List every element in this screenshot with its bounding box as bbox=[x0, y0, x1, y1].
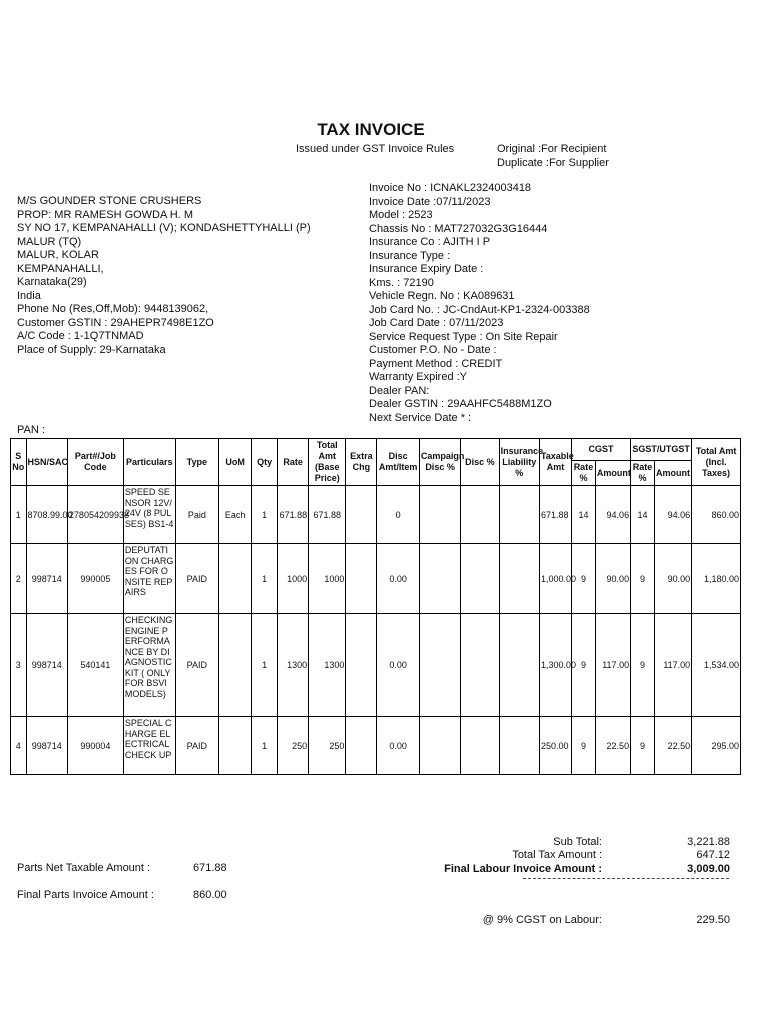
customer-line: PROP: MR RAMESH GOWDA H. M bbox=[17, 208, 194, 221]
cell-sno: 2 bbox=[11, 544, 27, 614]
total-tax-value: 647.12 bbox=[696, 849, 730, 861]
cell-taxable: 1,300.00 bbox=[539, 614, 571, 717]
cell-qty: 1 bbox=[252, 614, 278, 717]
cell-insurance bbox=[499, 544, 539, 614]
cell-rate: 1000 bbox=[278, 544, 309, 614]
total-tax-label: Total Tax Amount : bbox=[512, 849, 602, 861]
copy-line: Duplicate :For Supplier bbox=[497, 156, 609, 169]
col-header-campaign-disc: Campaign Disc % bbox=[419, 439, 460, 486]
col-header-disc-amt: Disc Amt/Item bbox=[377, 439, 419, 486]
cell-total: 1000 bbox=[309, 544, 346, 614]
final-labour-value: 3,009.00 bbox=[687, 863, 730, 875]
cell-sgst-rate: 9 bbox=[631, 614, 655, 717]
cell-cgst-rate: 9 bbox=[572, 614, 596, 717]
cell-sgst-amount: 90.00 bbox=[654, 544, 691, 614]
cell-hsn: 998714 bbox=[26, 614, 67, 717]
cell-taxable: 671.88 bbox=[539, 486, 571, 544]
cell-sgst-amount: 94.06 bbox=[654, 486, 691, 544]
pan-label: PAN : bbox=[17, 424, 45, 436]
meta-line: Payment Method : CREDIT bbox=[369, 357, 503, 370]
cell-cgst-amount: 90.00 bbox=[595, 544, 630, 614]
cell-insurance bbox=[499, 717, 539, 775]
col-header-cgst-rate: Rate % bbox=[572, 461, 596, 486]
col-header-particulars: Particulars bbox=[123, 439, 175, 486]
customer-line: SY NO 17, KEMPANAHALLI (V); KONDASHETTYHALLI (P) MALUR (TQ) bbox=[17, 222, 311, 248]
cell-particulars: CHECKING ENGINE PERFORMANCE BY DIAGNOSTIC KIT ( ONLY FOR BSVI MODELS) bbox=[123, 614, 175, 717]
customer-line: Karnataka(29) bbox=[17, 276, 87, 288]
table-row bbox=[11, 486, 741, 544]
cell-rate: 1300 bbox=[278, 614, 309, 717]
col-header-uom: UoM bbox=[219, 439, 252, 486]
col-header-cgst-amount: Amount bbox=[595, 461, 630, 486]
meta-line: Dealer GSTIN : 29AAHFC5488M1ZO bbox=[369, 398, 552, 410]
meta-line: Kms. : 72190 bbox=[369, 276, 434, 289]
customer-line: Phone No (Res,Off,Mob): 9448139062, bbox=[17, 303, 209, 315]
cell-campaign bbox=[419, 614, 460, 717]
cell-campaign bbox=[419, 486, 460, 544]
cell-part: 990004 bbox=[67, 717, 123, 775]
col-header-hsn: HSN/SAC bbox=[26, 439, 67, 486]
cell-disc: 0.00 bbox=[377, 544, 419, 614]
cell-sno: 3 bbox=[11, 614, 27, 717]
customer-line: A/C Code : 1-1Q7TNMAD bbox=[17, 330, 144, 342]
copy-designation bbox=[497, 143, 609, 170]
cell-sgst-rate: 14 bbox=[631, 486, 655, 544]
cell-extra bbox=[346, 614, 377, 717]
col-header-sgst-amount: Amount bbox=[654, 461, 691, 486]
cell-cgst-rate: 9 bbox=[572, 717, 596, 775]
cell-sgst-amount: 22.50 bbox=[654, 717, 691, 775]
col-header-qty: Qty bbox=[252, 439, 278, 486]
cell-campaign bbox=[419, 544, 460, 614]
cgst-labour-value: 229.50 bbox=[696, 914, 730, 926]
meta-line: Invoice Date :07/11/2023 bbox=[369, 195, 491, 208]
cell-grand-total: 1,534.00 bbox=[692, 614, 741, 717]
cell-disc-pct bbox=[461, 486, 499, 544]
table-header-row bbox=[11, 439, 741, 461]
col-header-sno: S No bbox=[11, 439, 27, 486]
cell-uom bbox=[219, 717, 252, 775]
meta-line: Model : 2523 bbox=[369, 209, 433, 221]
cell-part: 540141 bbox=[67, 614, 123, 717]
copy-line: Original :For Recipient bbox=[497, 143, 607, 155]
cell-disc: 0.00 bbox=[377, 614, 419, 717]
customer-line: MALUR, KOLAR bbox=[17, 249, 99, 261]
customer-line: KEMPANAHALLI, bbox=[17, 262, 104, 275]
cell-disc-pct bbox=[461, 614, 499, 717]
cell-disc-pct bbox=[461, 544, 499, 614]
col-header-cgst: CGST bbox=[572, 439, 631, 461]
parts-net-taxable-label: Parts Net Taxable Amount : bbox=[17, 862, 151, 874]
cell-sno: 1 bbox=[11, 486, 27, 544]
final-parts-value: 860.00 bbox=[193, 889, 227, 901]
cell-sgst-amount: 117.00 bbox=[654, 614, 691, 717]
cell-type: PAID bbox=[175, 717, 218, 775]
meta-line: Next Service Date * : bbox=[369, 411, 472, 424]
cell-cgst-rate: 9 bbox=[572, 544, 596, 614]
cell-type: PAID bbox=[175, 614, 218, 717]
final-labour-label: Final Labour Invoice Amount : bbox=[444, 863, 602, 875]
table-row bbox=[11, 717, 741, 775]
meta-line: Service Request Type : On Site Repair bbox=[369, 330, 558, 343]
cell-taxable: 250.00 bbox=[539, 717, 571, 775]
col-header-part: Part#/Job Code bbox=[67, 439, 123, 486]
cell-total: 671.88 bbox=[309, 486, 346, 544]
meta-line: Insurance Co : AJITH I P bbox=[369, 236, 491, 248]
invoice-meta-block bbox=[369, 182, 729, 425]
cell-total: 1300 bbox=[309, 614, 346, 717]
meta-line: Vehicle Regn. No : KA089631 bbox=[369, 290, 515, 302]
cell-insurance bbox=[499, 614, 539, 717]
meta-line: Dealer PAN: bbox=[369, 384, 430, 397]
cgst-labour-label: @ 9% CGST on Labour: bbox=[482, 914, 602, 926]
cell-sgst-rate: 9 bbox=[631, 717, 655, 775]
cell-uom bbox=[219, 614, 252, 717]
cell-insurance bbox=[499, 486, 539, 544]
col-header-total-incl-taxes: Total Amt (Incl. Taxes) bbox=[692, 439, 741, 486]
cell-sno: 4 bbox=[11, 717, 27, 775]
cell-particulars: DEPUTATION CHARGES FOR ONSITE REPAIRS bbox=[123, 544, 175, 614]
cell-grand-total: 1,180.00 bbox=[692, 544, 741, 614]
cell-qty: 1 bbox=[252, 544, 278, 614]
cell-campaign bbox=[419, 717, 460, 775]
customer-line: M/S GOUNDER STONE CRUSHERS bbox=[17, 195, 202, 207]
cell-cgst-amount: 22.50 bbox=[595, 717, 630, 775]
meta-line: Job Card Date : 07/11/2023 bbox=[369, 317, 504, 329]
cell-sgst-rate: 9 bbox=[631, 544, 655, 614]
meta-line: Chassis No : MAT727032G3G16444 bbox=[369, 222, 548, 235]
cell-qty: 1 bbox=[252, 717, 278, 775]
cell-part: 278054209938 bbox=[67, 486, 123, 544]
cell-hsn: 998714 bbox=[26, 544, 67, 614]
cell-type: Paid bbox=[175, 486, 218, 544]
cell-disc: 0.00 bbox=[377, 717, 419, 775]
sub-total-label: Sub Total: bbox=[553, 836, 602, 848]
cell-cgst-rate: 14 bbox=[572, 486, 596, 544]
sub-total-value: 3,221.88 bbox=[687, 836, 730, 848]
col-header-sgst: SGST/UTGST bbox=[631, 439, 692, 461]
col-header-total-amt: Total Amt (Base Price) bbox=[309, 439, 346, 486]
cell-cgst-amount: 94.06 bbox=[595, 486, 630, 544]
cell-hsn: 8708.99.00 bbox=[26, 486, 67, 544]
cell-grand-total: 860.00 bbox=[692, 486, 741, 544]
customer-line: Customer GSTIN : 29AHEPR7498E1ZO bbox=[17, 316, 214, 329]
summary-divider bbox=[523, 878, 729, 879]
col-header-rate: Rate bbox=[278, 439, 309, 486]
meta-line: Warranty Expired :Y bbox=[369, 371, 468, 383]
meta-line: Insurance Expiry Date : bbox=[369, 263, 484, 275]
meta-line: Invoice No : ICNAKL2324003418 bbox=[369, 182, 532, 194]
col-header-disc-pct: Disc % bbox=[461, 439, 499, 486]
cell-disc: 0 bbox=[377, 486, 419, 544]
meta-line: Job Card No. : JC-CndAut-KP1-2324-003388 bbox=[369, 303, 590, 316]
cell-grand-total: 295.00 bbox=[692, 717, 741, 775]
invoice-title: TAX INVOICE bbox=[317, 120, 425, 139]
cell-particulars: SPEED SENSOR 12V/24V (8 PULSES) BS1-4 bbox=[123, 486, 175, 544]
table-row bbox=[11, 614, 741, 717]
cell-taxable: 1,000.00 bbox=[539, 544, 571, 614]
col-header-type: Type bbox=[175, 439, 218, 486]
meta-line: Customer P.O. No - Date : bbox=[369, 344, 497, 356]
meta-line: Insurance Type : bbox=[369, 249, 451, 262]
cell-type: PAID bbox=[175, 544, 218, 614]
final-parts-label: Final Parts Invoice Amount : bbox=[17, 889, 154, 901]
cell-disc-pct bbox=[461, 717, 499, 775]
col-header-extra-chg: Extra Chg bbox=[346, 439, 377, 486]
col-header-taxable: Taxable Amt bbox=[539, 439, 571, 486]
cell-part: 990005 bbox=[67, 544, 123, 614]
cell-rate: 671.88 bbox=[278, 486, 309, 544]
invoice-subtitle: Issued under GST Invoice Rules bbox=[296, 143, 455, 155]
cell-hsn: 998714 bbox=[26, 717, 67, 775]
cell-cgst-amount: 117.00 bbox=[595, 614, 630, 717]
cell-total: 250 bbox=[309, 717, 346, 775]
customer-line: Place of Supply: 29-Karnataka bbox=[17, 343, 166, 356]
customer-line: India bbox=[17, 289, 41, 302]
cell-qty: 1 bbox=[252, 486, 278, 544]
col-header-sgst-rate: Rate % bbox=[631, 461, 655, 486]
cell-extra bbox=[346, 486, 377, 544]
cell-particulars: SPECIAL CHARGE ELECTRICAL CHECK UP bbox=[123, 717, 175, 775]
table-row bbox=[11, 544, 741, 614]
cell-uom bbox=[219, 544, 252, 614]
parts-net-taxable-value: 671.88 bbox=[193, 862, 227, 874]
col-header-insurance: Insurance Liability % bbox=[499, 439, 539, 486]
cell-rate: 250 bbox=[278, 717, 309, 775]
customer-address-block bbox=[17, 195, 352, 357]
cell-extra bbox=[346, 544, 377, 614]
cell-uom: Each bbox=[219, 486, 252, 544]
cell-extra bbox=[346, 717, 377, 775]
invoice-items-table bbox=[10, 438, 741, 775]
